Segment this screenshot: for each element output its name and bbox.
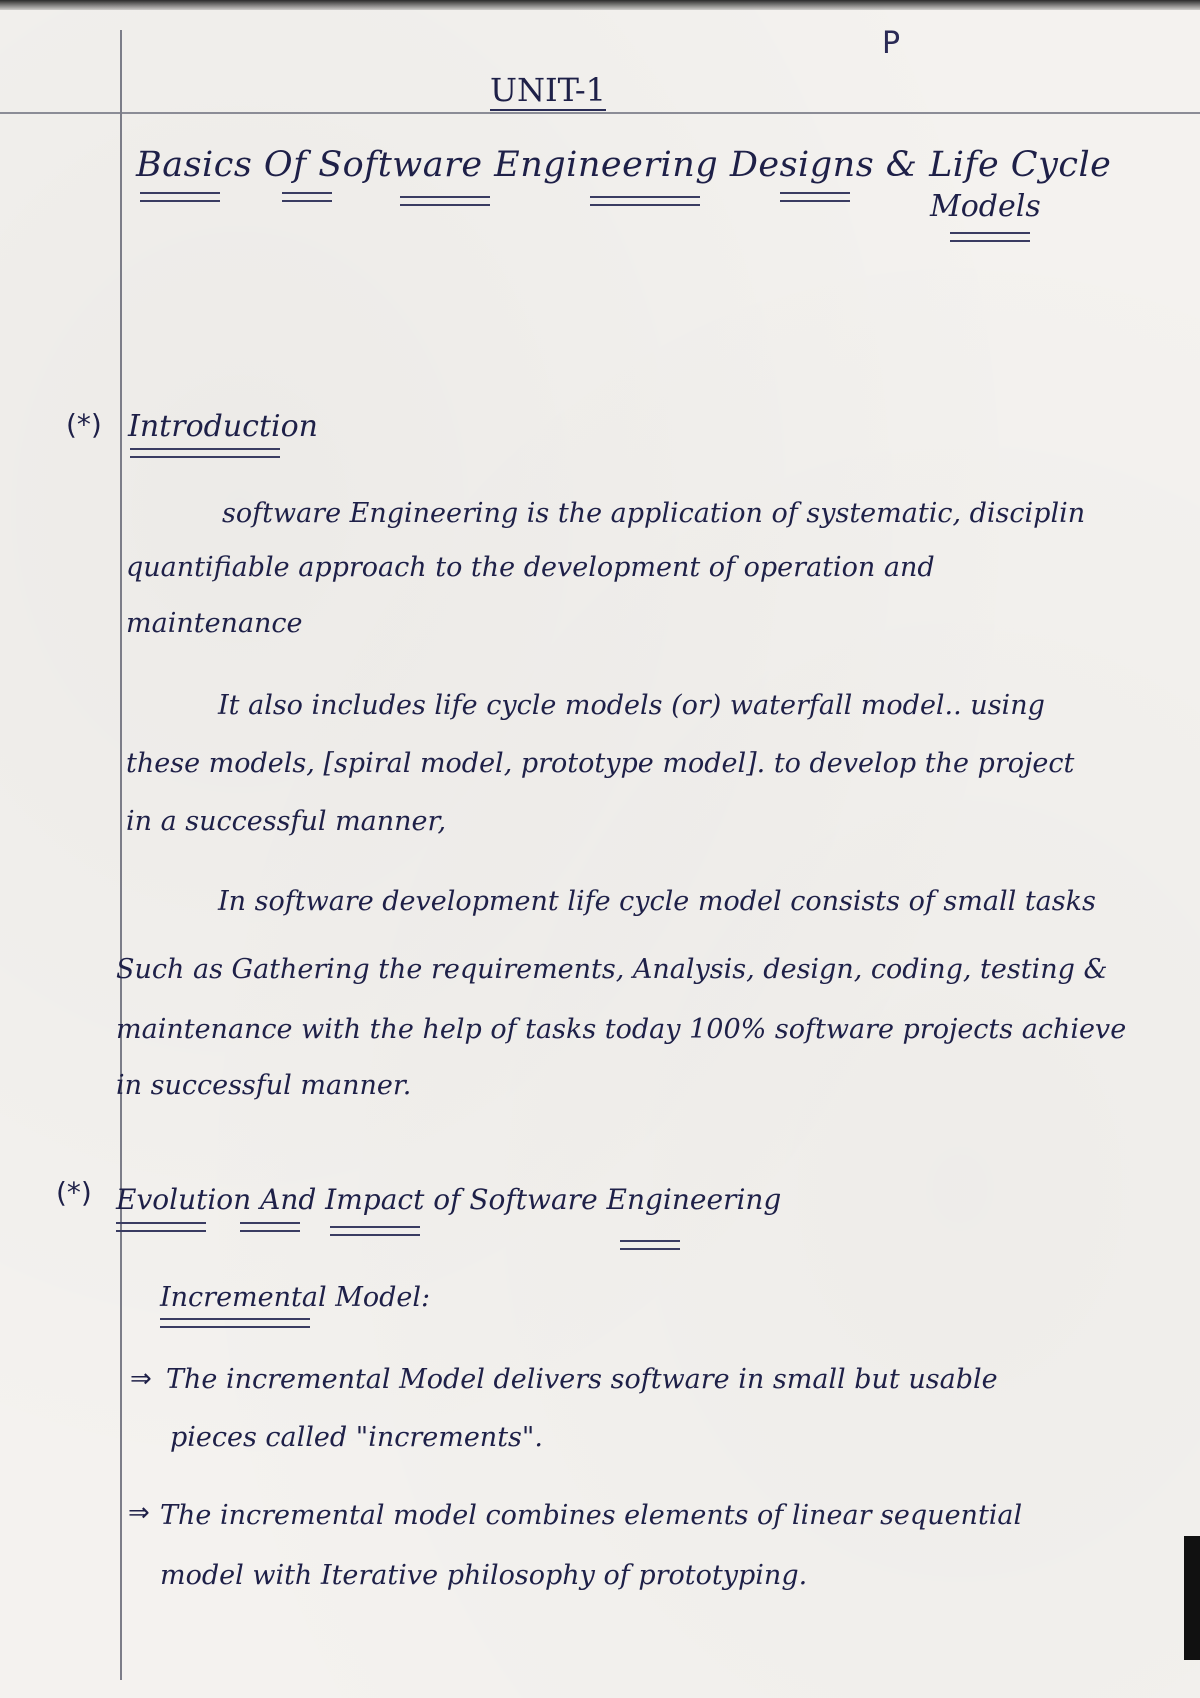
title-underline <box>780 192 850 202</box>
intro-bullet: (*) <box>66 408 102 441</box>
point1-line1: The incremental Model delivers software in small but usable <box>166 1364 998 1395</box>
page-number: P <box>882 26 901 61</box>
document-title: Basics Of Software Engineering Designs & Life Cycle <box>136 145 1112 185</box>
intro-para1-line1: software Engineering is the application of systematic, disciplin <box>222 498 1086 529</box>
evolution-heading: Evolution And Impact of Software Engineering <box>116 1183 782 1216</box>
title-underline <box>400 196 490 206</box>
heading-underline <box>620 1240 680 1250</box>
title-underline <box>282 192 332 202</box>
intro-para3-line1: In software development life cycle model consists of small tasks <box>218 886 1096 917</box>
title-underline <box>140 192 220 202</box>
unit-title: UNIT-1 <box>490 71 606 109</box>
intro-para3-line4: in successful manner. <box>116 1070 412 1101</box>
document-title-continued: Models <box>930 189 1041 224</box>
heading-underline <box>116 1222 206 1232</box>
intro-para1-line2: quantifiable approach to the development of operation and <box>126 552 935 583</box>
point2-line2: model with Iterative philosophy of prototyping. <box>160 1560 808 1591</box>
intro-para2-line2: these models, [spiral model, prototype model]. to develop the project <box>126 748 1075 779</box>
intro-heading: Introduction <box>128 409 318 444</box>
arrow-icon: ⇒ <box>130 1364 152 1394</box>
heading-underline <box>130 448 280 458</box>
title-underline <box>950 232 1030 242</box>
subheading-underline <box>160 1318 310 1328</box>
evolution-bullet: (*) <box>56 1176 92 1209</box>
top-ruled-line <box>0 112 1200 114</box>
intro-para1-line3: maintenance <box>126 608 303 639</box>
heading-underline <box>330 1226 420 1236</box>
point1-line2: pieces called "increments". <box>170 1422 543 1453</box>
intro-para2-line1: It also includes life cycle models (or) waterfall model.. using <box>218 690 1045 721</box>
incremental-model-subheading: Incremental Model: <box>160 1282 431 1313</box>
title-underline <box>590 196 700 206</box>
point2-line1: The incremental model combines elements of linear sequential <box>160 1500 1023 1531</box>
intro-para3-line2: Such as Gathering the requirements, Analysis, design, coding, testing & <box>116 954 1108 985</box>
intro-para3-line3: maintenance with the help of tasks today 100% software projects achieve <box>116 1014 1127 1045</box>
page-top-edge <box>0 0 1200 10</box>
intro-para2-line3: in a successful manner, <box>126 806 447 837</box>
margin-line <box>120 30 122 1680</box>
arrow-icon: ⇒ <box>128 1498 150 1528</box>
binding-mark <box>1184 1536 1200 1660</box>
heading-underline <box>240 1222 300 1232</box>
